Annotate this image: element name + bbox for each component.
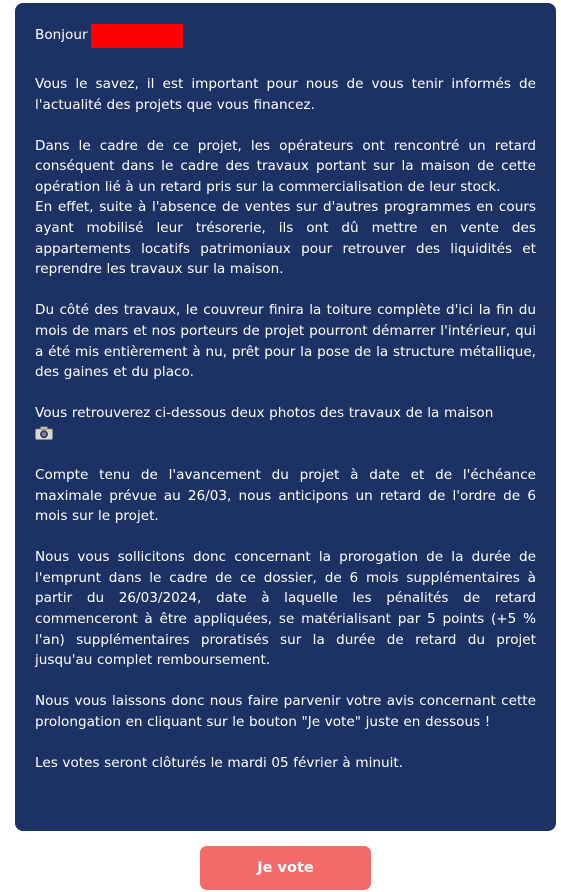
paragraph-photos — [35, 403, 536, 444]
paragraph-call-to-action: Nous vous laissons donc nous faire parvenir votre avis concernant cette prolongation en cliquant sur le bouton "Je vote" juste en dessous ! — [35, 693, 536, 730]
paragraph-explanation: En effet, suite à l'absence de ventes sur d'autres programmes en cours ayant mobilisé leur trésorerie, ils ont dû mettre en vente des appartements locatifs patrimoniaux pour retrouver des liquidités et reprendre les travaux sur la maison. — [35, 199, 536, 278]
vote-button[interactable]: Je vote — [200, 846, 371, 890]
paragraph-works: Du côté des travaux, le couvreur finira la toiture complète d'ici la fin du mois de mars et nos porteurs de projet pourront démarrer l'intérieur, qui a été mis entièrement à nu, prêt pour la pose de la structure métallique, des gaines et du placo. — [35, 302, 536, 381]
redacted-name-block — [91, 24, 183, 48]
paragraph-deadline: Les votes seront clôturés le mardi 05 février à minuit. — [35, 754, 404, 771]
paragraph-extension-request: Nous vous sollicitons donc concernant la prorogation de la durée de l'emprunt dans le cadre de ce dossier, de 6 mois supplémentaires à partir du 26/03/2024, date à laquelle les pénalités de retard commenceront à être appliquées, se matérialisant par 5 points (+5 % l'an) supplémentaires proratisés sur la durée de retard du projet jusqu'au complet remboursement. — [35, 549, 536, 669]
camera-icon — [35, 426, 53, 440]
greeting-line — [35, 24, 536, 46]
paragraph-forecast: Compte tenu de l'avancement du projet à date et de l'échéance maximale prévue au 26/03, nous anticipons un retard de l'ordre de 6 mois sur le projet. — [35, 466, 536, 525]
paragraph-intro: Vous le savez, il est important pour nous de vous tenir informés de l'actualité des projets que vous financez. — [35, 76, 536, 113]
paragraph-delay-text: Dans le cadre de ce projet, les opérateurs ont rencontré un retard conséquent dans le cadre des travaux portant sur la maison de cette opération lié à un retard pris sur la commercialisation de leur stock. — [35, 137, 536, 195]
paragraph-photos-text: Vous retrouverez ci-dessous deux photos des travaux de la maison — [35, 405, 494, 422]
paragraph-delay — [35, 136, 536, 198]
message-card — [15, 3, 556, 831]
greeting-text: Bonjour — [35, 26, 88, 43]
